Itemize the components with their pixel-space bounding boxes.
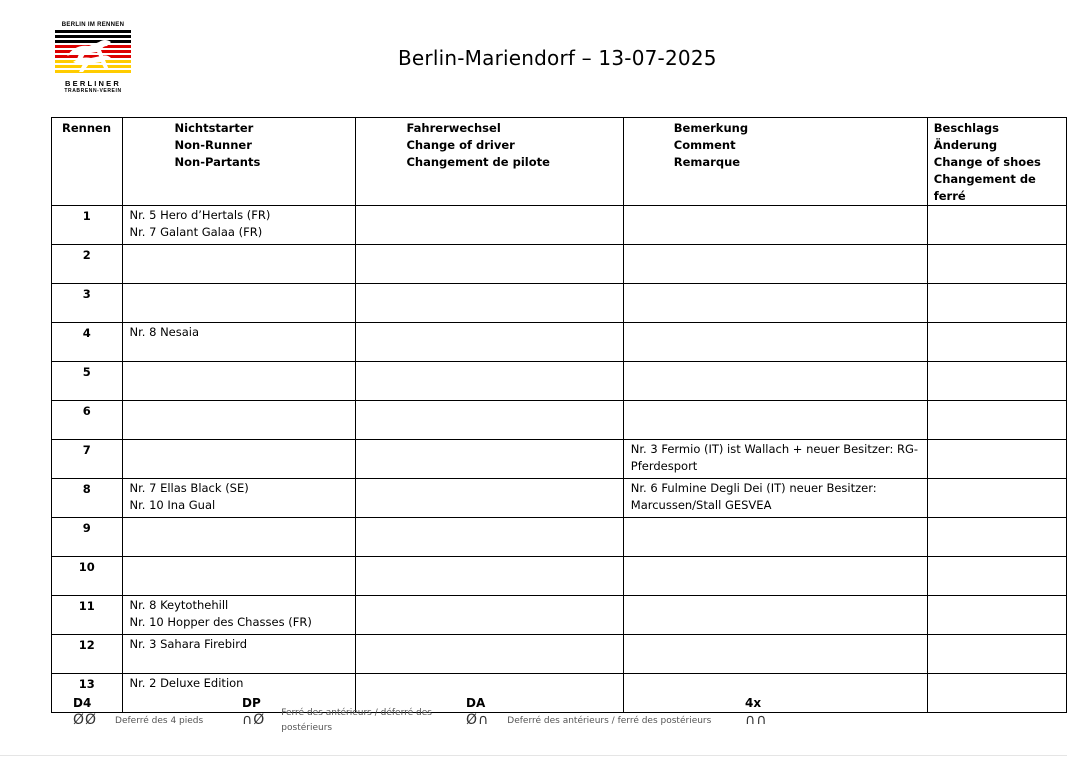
fahrerwechsel-cell: [356, 362, 623, 401]
legend-desc: Deferré des 4 pieds: [115, 716, 204, 726]
beschlag-cell: [927, 206, 1066, 245]
race-number: 5: [52, 362, 123, 401]
nichtstarter-cell: [122, 440, 356, 479]
fahrerwechsel-cell: [356, 401, 623, 440]
header-beschlag: Beschlags Änderung Change of shoes Changement de ferré: [927, 118, 1066, 206]
nichtstarter-cell: [122, 479, 356, 518]
logo: [55, 22, 133, 102]
beschlag-cell: [927, 401, 1066, 440]
nichtstarter-cell: [122, 557, 356, 596]
legend-code: DA: [466, 696, 486, 710]
legend-desc: Ferré des antérieurs / déferré des postérieurs: [281, 708, 432, 733]
fahrerwechsel-cell: [356, 557, 623, 596]
logo-top-text: BERLIN IM RENNEN: [61, 22, 125, 28]
cell-line: Nr. 7 Ellas Black (SE): [129, 481, 249, 495]
race-number: 4: [52, 323, 123, 362]
cell-line: Pferdesport: [630, 459, 698, 473]
header-rennen: Rennen: [52, 118, 123, 206]
header-fahrerwechsel: Fahrerwechsel Change of driver Changement de pilote: [356, 118, 623, 206]
shoe-da-icon: Ø∩: [466, 712, 490, 728]
nichtstarter-cell: [122, 284, 356, 323]
bemerkung-cell: [623, 323, 927, 362]
table-row: [52, 596, 1067, 635]
race-number: 8: [52, 479, 123, 518]
table-row: [52, 557, 1067, 596]
bemerkung-cell: [623, 362, 927, 401]
legend-4x: [745, 696, 768, 728]
cell-line: Nr. 5 Hero d’Hertals (FR): [129, 208, 271, 222]
legend-code: 4x: [745, 696, 762, 710]
table-row: [52, 362, 1067, 401]
table-row: [52, 479, 1067, 518]
beschlag-cell: [927, 440, 1066, 479]
cell-line: Nr. 3 Fermio (IT) ist Wallach + neuer Besitzer: RG-: [630, 442, 919, 456]
race-number: 1: [52, 206, 123, 245]
cell-line: Nr. 8 Nesaia: [129, 325, 200, 339]
bemerkung-cell: [623, 479, 927, 518]
beschlag-cell: [927, 479, 1066, 518]
table-row: [52, 401, 1067, 440]
fahrerwechsel-cell: [356, 245, 623, 284]
nichtstarter-cell: [122, 323, 356, 362]
logo-name: BERLINER: [65, 79, 121, 88]
beschlag-cell: [927, 362, 1066, 401]
beschlag-cell: [927, 596, 1066, 635]
bemerkung-cell: [623, 401, 927, 440]
legend-code: D4: [73, 696, 92, 710]
fahrerwechsel-cell: [356, 440, 623, 479]
header-bemerkung: Bemerkung Comment Remarque: [623, 118, 927, 206]
table-row: [52, 245, 1067, 284]
table-header-row: [52, 118, 1067, 206]
cell-line: Nr. 7 Galant Galaa (FR): [129, 225, 263, 239]
table-row: [52, 518, 1067, 557]
nichtstarter-cell: [122, 245, 356, 284]
race-number: 6: [52, 401, 123, 440]
horse-logo-icon: [55, 30, 131, 78]
bottom-divider: [0, 755, 1067, 756]
bemerkung-cell: [623, 596, 927, 635]
race-number: 10: [52, 557, 123, 596]
header-nichtstarter: Nichtstarter Non-Runner Non-Partants: [122, 118, 356, 206]
table-row: [52, 284, 1067, 323]
shoe-4x-icon: ∩∩: [745, 712, 768, 728]
nichtstarter-cell: [122, 362, 356, 401]
nichtstarter-cell: [122, 635, 356, 674]
cell-line: Nr. 8 Keytothehill: [129, 598, 229, 612]
fahrerwechsel-cell: [356, 635, 623, 674]
shoe-d4-icon: ØØ: [73, 712, 98, 728]
bemerkung-cell: [623, 284, 927, 323]
fahrerwechsel-cell: [356, 323, 623, 362]
race-number: 11: [52, 596, 123, 635]
fahrerwechsel-cell: [356, 206, 623, 245]
race-number: 3: [52, 284, 123, 323]
legend-d4: [73, 696, 203, 729]
bemerkung-cell: [623, 557, 927, 596]
race-number: 13: [52, 674, 123, 713]
fahrerwechsel-cell: [356, 596, 623, 635]
table-row: [52, 323, 1067, 362]
table-row: [52, 635, 1067, 674]
beschlag-cell: [927, 245, 1066, 284]
nichtstarter-cell: [122, 596, 356, 635]
bemerkung-cell: [623, 206, 927, 245]
table-row: [52, 440, 1067, 479]
race-number: 12: [52, 635, 123, 674]
cell-line: Marcussen/Stall GESVEA: [630, 498, 772, 512]
bemerkung-cell: [623, 518, 927, 557]
fahrerwechsel-cell: [356, 479, 623, 518]
logo-sub: TRABRENN-VEREIN: [64, 88, 122, 94]
beschlag-cell: [927, 284, 1066, 323]
legend-da: [466, 696, 711, 729]
cell-line: Nr. 6 Fulmine Degli Dei (IT) neuer Besitzer:: [630, 481, 877, 495]
bemerkung-cell: [623, 440, 927, 479]
cell-line: Nr. 2 Deluxe Edition: [129, 676, 244, 690]
nichtstarter-cell: [122, 518, 356, 557]
page-title: Berlin-Mariendorf – 13-07-2025: [398, 46, 717, 70]
race-number: 7: [52, 440, 123, 479]
table-row: [52, 206, 1067, 245]
fahrerwechsel-cell: [356, 518, 623, 557]
cell-line: Nr. 3 Sahara Firebird: [129, 637, 248, 651]
fahrerwechsel-cell: [356, 284, 623, 323]
beschlag-cell: [927, 323, 1066, 362]
legend-dp: [242, 696, 432, 736]
shoe-dp-icon: ∩Ø: [242, 712, 266, 728]
cell-line: Nr. 10 Ina Gual: [129, 498, 216, 512]
legend-desc: Deferré des antérieurs / ferré des postérieurs: [507, 716, 712, 726]
nichtstarter-cell: [122, 206, 356, 245]
beschlag-cell: [927, 635, 1066, 674]
bemerkung-cell: [623, 635, 927, 674]
beschlag-cell: [927, 674, 1066, 713]
cell-line: Nr. 10 Hopper des Chasses (FR): [129, 615, 312, 629]
beschlag-cell: [927, 557, 1066, 596]
race-number: 9: [52, 518, 123, 557]
bemerkung-cell: [623, 245, 927, 284]
nichtstarter-cell: [122, 401, 356, 440]
legend-code: DP: [242, 696, 261, 710]
race-table: [51, 117, 1067, 713]
beschlag-cell: [927, 518, 1066, 557]
race-number: 2: [52, 245, 123, 284]
